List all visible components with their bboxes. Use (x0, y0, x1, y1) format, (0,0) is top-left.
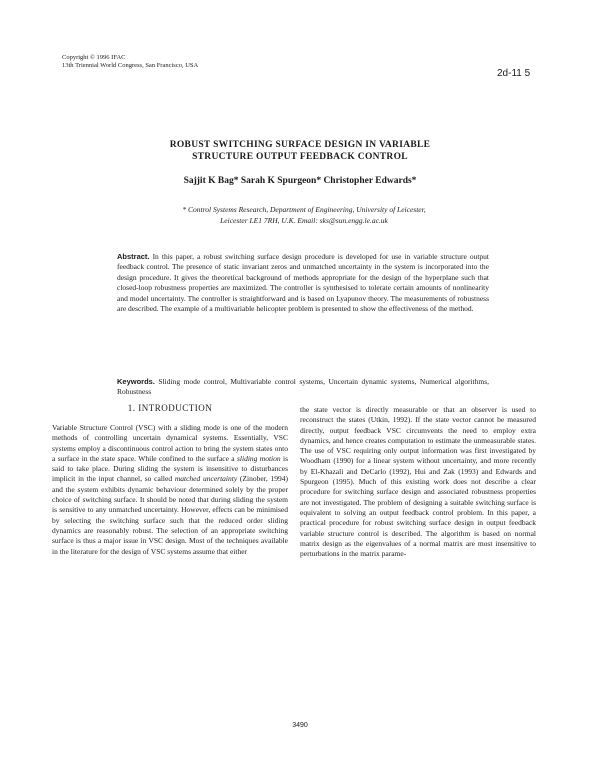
abstract-label: Abstract. (117, 252, 150, 261)
affiliation-line-1: * Control Systems Research, Department of Engineering, University of Leicester, (182, 205, 426, 214)
copyright-line-2: 13th Triennial World Congress, San Francisco, USA (62, 62, 199, 69)
intro-continuation: the state vector is directly measurable or that an observer is used to reconstruct the states (Utkin, 1992). If the state vector cannot be measured directly, output feedback VSC circumvents the need to employ extra dynamics, and hence creates computation to estimate the unmeasurable states. The use of VSC requiring only output information was first investigated by Woodham (1990) for a linear system without uncertainty, and more recently by El-Khazali and DeCarlo (1992), Hui and Zak (1993) and Edwards and Spurgeon (1995). Much of this existing work does not describe a clear procedure for switching surface design and associated robustness properties are not investigated. The problem of designing a suitable switching surface is equivalent to solving an output feedback control problem. In this paper, a practical procedure for robust switching surface design in output feedback variable structure control is described. The algorithm is based on normal matrix design as the eigenvalues of a normal matrix are most insensitive to perturbations in the matrix parame- (300, 405, 536, 559)
intro-text-a: Variable Structure Control (VSC) with a sliding mode is one of the modern methods of controlling uncertain dynamical systems. Essentially, VSC systems employ a discontinuous control action to bring the system states onto a surface in the state space. While confined to the surface a (52, 423, 288, 463)
section-heading: 1. INTRODUCTION (127, 403, 213, 413)
paper-code: 2d-11 5 (497, 68, 531, 79)
intro-text-c: (Zinober, 1994) and the system exhibits dynamic behaviour determined solely by the proper choice of switching surface. It should be noted that during sliding the system is sensitive to any unmatched uncertainty. However, effects can be minimised by selecting the switching surface such that the reduced order sliding dynamics are reasonably robust. The selection of an appropriate switching surface is thus a major issue in VSC design. Most of the techniques available in the literature for the design of VSC systems assume that either (52, 474, 289, 556)
keywords-text: Sliding mode control, Multivariable control systems, Uncertain dynamic systems, Numerical algorithms, Robustness (117, 377, 489, 397)
author-list: Sajjit K Bag* Sarah K Spurgeon* Christopher Edwards* (183, 176, 417, 186)
copyright-line-1: Copyright © 1996 IFAC (62, 54, 126, 61)
affiliation (154, 204, 454, 226)
keywords (117, 377, 489, 398)
page-number: 3490 (292, 722, 308, 729)
paper-title (0, 139, 600, 163)
term-matched-uncertainty: matched uncertainty (174, 474, 238, 484)
term-sliding-motion: sliding motion (237, 453, 281, 463)
intro-text-b: is said to take place. During sliding the system is insensitive to disturbances implicit in the input channel, so called (52, 453, 288, 484)
title-line-2: STRUCTURE OUTPUT FEEDBACK CONTROL (192, 152, 408, 162)
abstract (117, 252, 489, 314)
title-line-1: ROBUST SWITCHING SURFACE DESIGN IN VARIABLE (169, 140, 431, 150)
affiliation-line-2: Leicester LE1 7RH, U.K. Email: sks@sun.engg.le.ac.uk (220, 216, 388, 225)
abstract-text: In this paper, a robust switching surface design procedure is developed for use in variable structure output feedback control. The presence of static invariant zeros and unmatched uncertainty in the system is incorporated into the design procedure. It gives the theoretical background of methods appropriate for the design of the hyperplane such that closed-loop robustness properties are maximized. The controller is synthesised to tolerate certain amounts of nonlinearity and model uncertainty. The controller is straightforward and is based on Lyapunov theory. The measurements of robustness are described. The example of a multivariable helicopter problem is presented to show the effectiveness of the method. (117, 252, 489, 314)
left-column (52, 423, 288, 557)
keywords-label: Keywords. (117, 377, 155, 386)
right-column (300, 405, 536, 559)
copyright-notice (62, 54, 282, 70)
